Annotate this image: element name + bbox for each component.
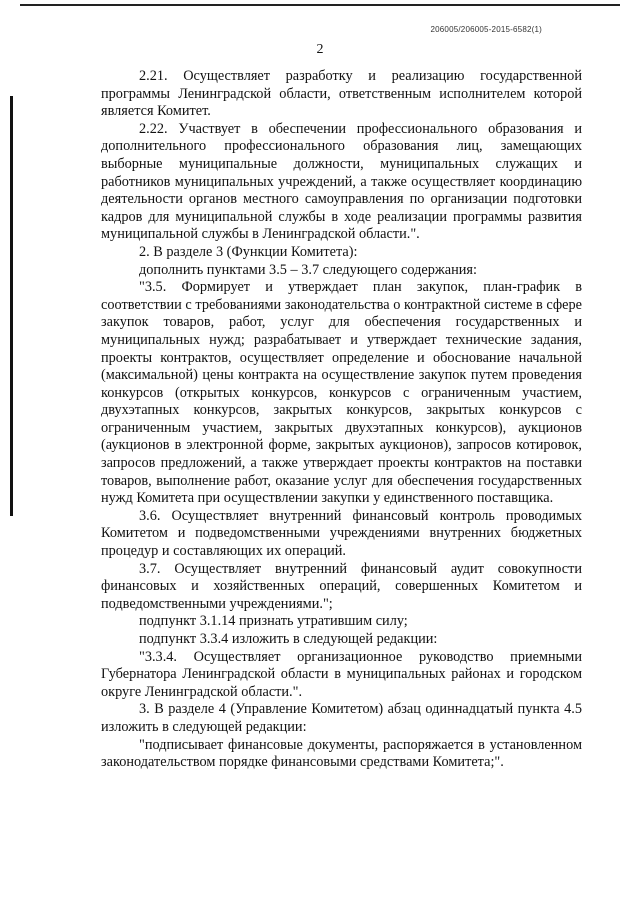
paragraph-3-7: 3.7. Осуществляет внутренний финансовый аудит совокупности финансовых и хозяйственных операций, совершенных Комитетом и подведомственными учреждениями."; — [101, 560, 582, 612]
paragraph-add-points: дополнить пунктами 3.5 – 3.7 следующего содержания: — [139, 261, 477, 278]
paragraph-subpoint-3-1-14: подпункт 3.1.14 признать утратившим силу; — [139, 613, 408, 630]
document-body — [101, 68, 582, 772]
paragraph-signs-documents: "подписывает финансовые документы, распоряжается в установленном законодательством порядке финансовыми средствами Комитета;". — [101, 736, 582, 771]
top-rule — [20, 4, 620, 6]
paragraph-3-6: 3.6. Осуществляет внутренний финансовый контроль проводимых Комитетом и подведомственными учреждениями внутренних бюджетных процедур и составляющих их операций. — [101, 507, 582, 560]
paragraph-section-3: 2. В разделе 3 (Функции Комитета): — [139, 243, 358, 260]
paragraph-2-21: 2.21. Осуществляет разработку и реализацию государственной программы Ленинградской области, ответственным исполнителем которой является Комитет. — [101, 68, 582, 120]
paragraph-3-3-4-text: "3.3.4. Осуществляет организационное руководство приемными Губернатора Ленинградской области в муниципальных районах и городском округе Ленинградской области.". — [101, 648, 582, 700]
document-id: 206005/206005-2015-6582(1) — [430, 25, 542, 34]
page-number: 2 — [316, 42, 324, 57]
paragraph-section-4: 3. В разделе 4 (Управление Комитетом) абзац одиннадцатый пункта 4.5 изложить в следующей редакции: — [101, 701, 582, 735]
left-margin-mark — [10, 96, 13, 516]
paragraph-3-5: "3.5. Формирует и утверждает план закупок, план-график в соответствии с требованиями законодательства о контрактной системе в сфере закупок товаров, работ, услуг для обеспечения государственных и муниципальных нужд; разрабатывает и утверждает технические задания, проекты контрактов, осуществляет определение и обоснование начальной (максимальной) цены контракта на осуществление закупок путем проведения конкурсов (открытых конкурсов, конкурсов с ограниченным участием, двухэтапных конкурсов, закрытых конкурсов, закрытых конкурсов с ограниченным участием, закрытых двухэтапных конкурсов), аукционов (аукционов в электронной форме, закрытых аукционов), запросов котировок, запросов предложений, а также утверждает проекты контрактов на поставки товаров, выполнение работ, оказание услуг для обеспечения государственных нужд Комитета при осуществлении закупки у единственного поставщика. — [101, 279, 582, 507]
paragraph-2-22: 2.22. Участвует в обеспечении профессионального образования и дополнительного профессионального образования лиц, замещающих выборные муниципальные должности, муниципальных служащих и работников муниципальных учреждений, а также осуществляет координацию деятельности органов местного самоуправления по организации подготовки кадров для муниципальной службы в ходе реализации программы развития муниципальной службы в Ленинградской области.". — [101, 120, 582, 243]
paragraph-subpoint-3-3-4: подпункт 3.3.4 изложить в следующей редакции: — [139, 631, 438, 647]
